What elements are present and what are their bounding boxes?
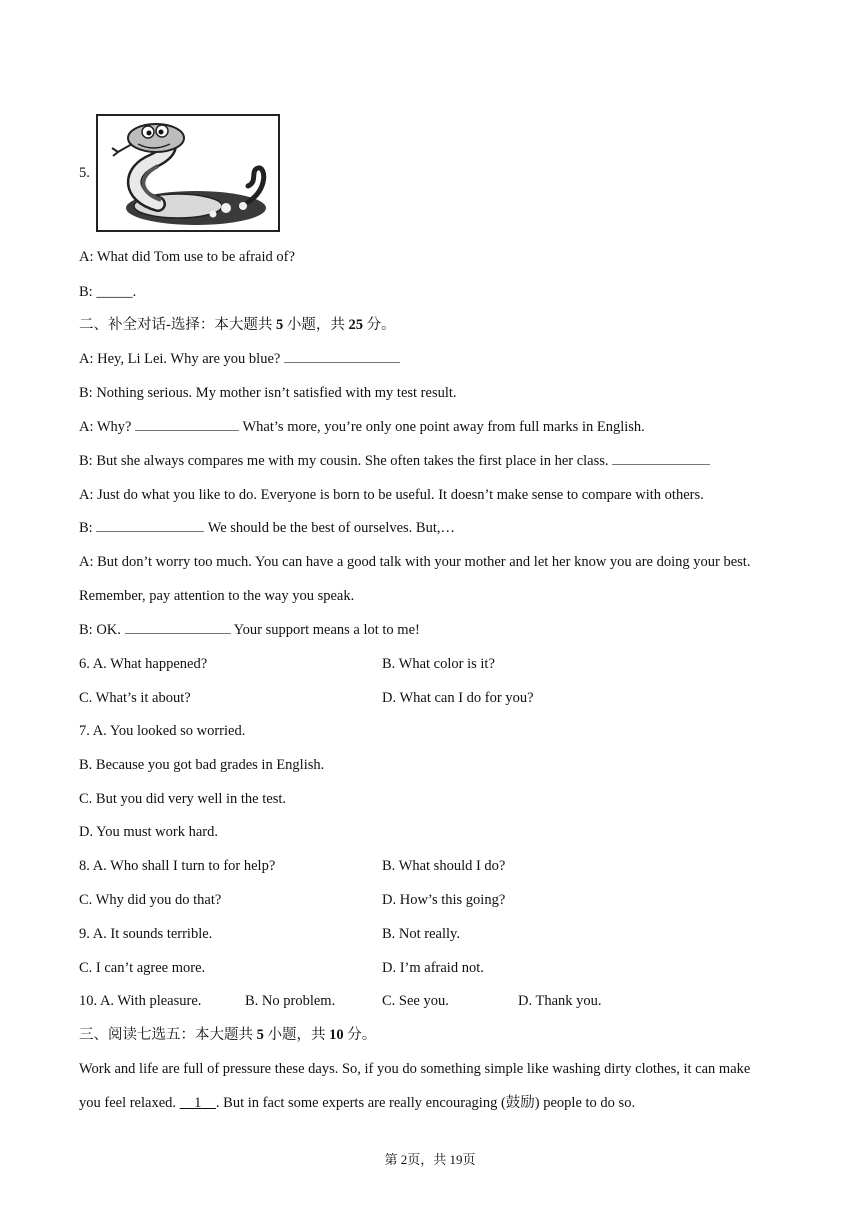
passage-line-2 [79,1094,635,1112]
option-8b: B. What should I do? [382,858,506,874]
option-7d: D. You must work hard. [79,824,218,840]
option-7b: B. Because you got bad grades in English. [79,757,325,773]
option-9d: D. I’m afraid not. [382,960,484,976]
option-8d: D. How’s this going? [382,892,506,908]
dialogue-text: Remember, pay attention to the way you speak. [79,588,355,604]
answer-blank-9 [96,519,204,532]
page-footer: 第 2页，共 19页 [384,1152,476,1167]
option-9c: C. I can’t agree more. [79,960,206,976]
question-number-5: 5. [79,165,90,181]
section-3-heading [79,1026,376,1044]
snake-icon [98,116,278,230]
option-10b: B. No problem. [245,993,336,1009]
dialogue-text: B: Nothing serious. My mother isn’t satisfied with my test result. [79,385,457,401]
option-7c: C. But you did very well in the test. [79,791,287,807]
dialogue-text: B: [79,520,93,536]
dialogue-line [79,384,457,402]
passage-line-1: Work and life are full of pressure these days. So, if you do something simple like washing dirty clothes, it can make [79,1061,751,1077]
option-10a: 10. A. With pleasure. [79,993,202,1009]
section-2-heading [79,316,396,334]
question-5-answer [79,283,136,301]
dialogue-text-continued: We should be the best of ourselves. But,… [207,520,456,536]
option-8a: 8. A. Who shall I turn to for help? [79,858,276,874]
option-6c: C. What’s it about? [79,690,191,706]
section-2-heading-end: 分。 [362,317,396,333]
option-7a: 7. A. You looked so worried. [79,723,246,739]
dialogue-line [79,519,455,537]
section-2-count: 5 [275,317,284,333]
answer-blank: _____ [96,284,133,300]
dialogue-line [79,587,354,605]
option-6d: D. What can I do for you? [382,690,534,706]
dialogue-line [79,350,400,368]
option-10c: C. See you. [382,993,449,1009]
passage-text-continued: . But in fact some experts are really encouraging (鼓励) people to do so. [215,1095,636,1111]
dialogue-text: A: Why? [79,419,132,435]
section-3-score: 10 [329,1027,344,1043]
section-2-heading-text: 二、补全对话-选择：本大题共 [79,317,276,333]
passage-blank-number: 1 [194,1095,202,1111]
dialogue-line [79,621,420,639]
option-9b: B. Not really. [382,926,460,942]
dialogue-text: A: But don’t worry too much. You can have a good talk with your mother and let her know you are doing your best. [79,554,751,570]
section-2-heading-mid: 小题，共 [283,317,349,333]
section-2-score: 25 [348,317,363,333]
answer-blank-7 [135,418,239,431]
dialogue-text-continued: Your support means a lot to me! [233,622,420,638]
section-3-heading-end: 分。 [343,1027,377,1043]
snake-picture [96,114,280,232]
dialogue-line [79,452,710,470]
option-10d: D. Thank you. [518,993,602,1009]
option-6b: B. What color is it? [382,656,495,672]
section-3-heading-text: 三、阅读七选五：本大题共 [79,1027,257,1043]
option-6a: 6. A. What happened? [79,656,208,672]
passage-blank-1 [180,1095,216,1111]
option-8c: C. Why did you do that? [79,892,222,908]
dialogue-text: B: OK. [79,622,121,638]
dialogue-text: B: But she always compares me with my cousin. She often takes the first place in her class. [79,453,609,469]
answer-period: . [132,284,137,300]
answer-blank-10 [125,621,231,634]
section-3-heading-mid: 小题，共 [263,1027,330,1043]
passage-text: you feel relaxed. [79,1095,180,1111]
section-3-count: 5 [256,1027,264,1043]
option-9a: 9. A. It sounds terrible. [79,926,213,942]
dialogue-text: A: Hey, Li Lei. Why are you blue? [79,351,281,367]
question-5-prompt: A: What did Tom use to be afraid of? [79,249,295,265]
answer-blank-6 [284,350,400,363]
dialogue-line [79,418,645,436]
dialogue-line [79,553,750,571]
dialogue-text-continued: What’s more, you’re only one point away from full marks in English. [242,419,645,435]
dialogue-line [79,486,704,504]
answer-label: B: [79,284,97,300]
dialogue-text: A: Just do what you like to do. Everyone is born to be useful. It doesn’t make sense to compare with others. [79,487,704,503]
answer-blank-8 [612,452,710,465]
